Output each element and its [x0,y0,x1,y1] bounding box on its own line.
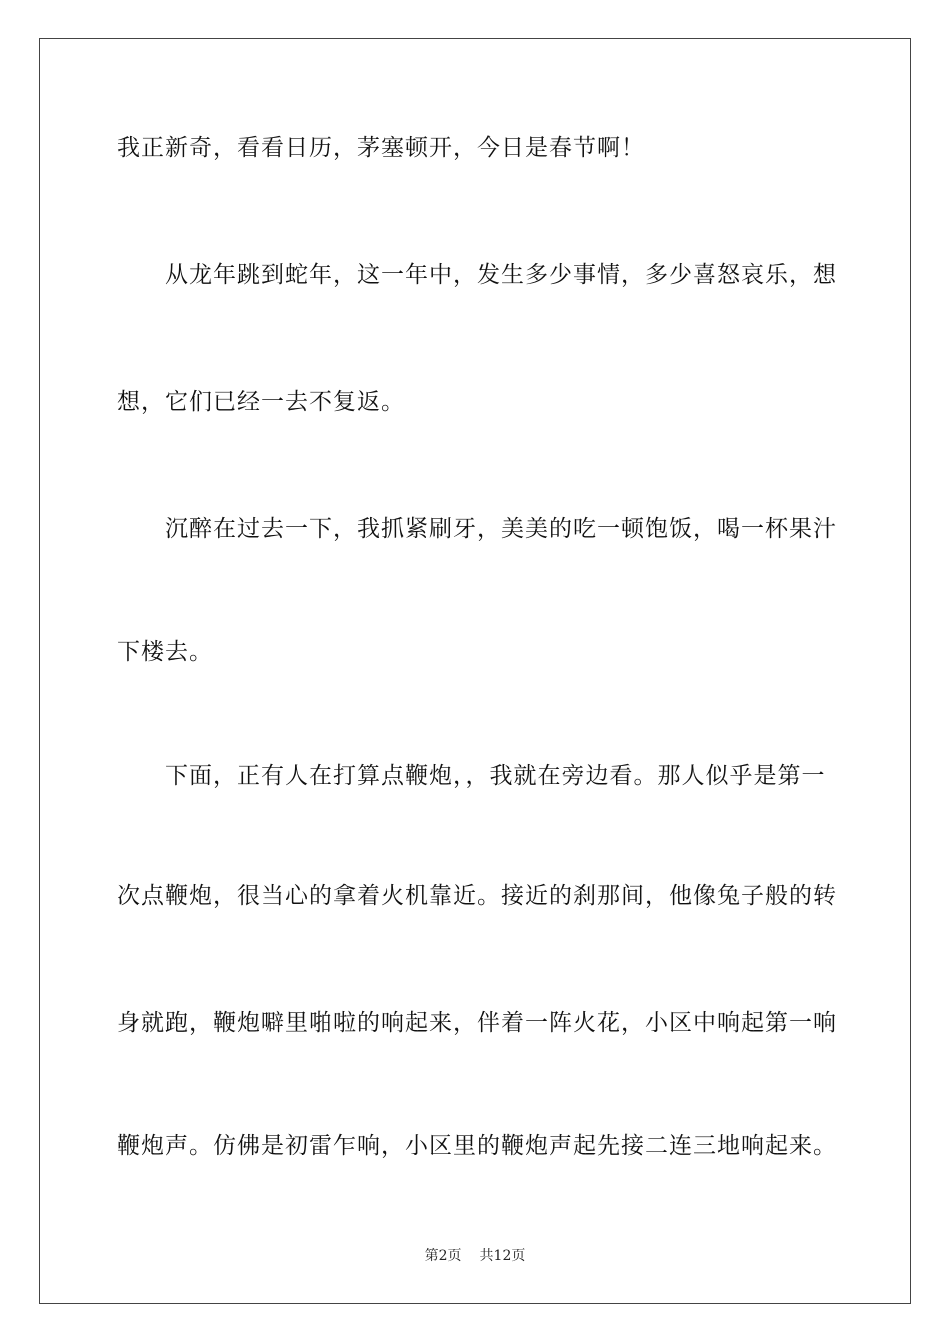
text-line-3: 想，它们已经一去不复返。 [117,389,405,415]
text-line-1: 我正新奇，看看日历，茅塞顿开，今日是春节啊！ [117,135,645,161]
page-number: 第2页 [424,1248,462,1264]
page-footer [0,1246,950,1266]
page-border [39,38,911,1304]
text-line-8: 身就跑，鞭炮噼里啪啦的响起来，伴着一阵火花，小区中响起第一响 [117,1010,837,1036]
text-line-2: 从龙年跳到蛇年，这一年中，发生多少事情，多少喜怒哀乐，想 [165,262,837,288]
page-total: 共12页 [479,1248,526,1264]
text-line-5: 下楼去。 [117,639,213,665]
text-line-4: 沉醉在过去一下，我抓紧刷牙，美美的吃一顿饱饭，喝一杯果汁 [165,516,837,542]
text-line-7: 次点鞭炮，很当心的拿着火机靠近。接近的刹那间，他像兔子般的转 [117,883,837,909]
text-line-9: 鞭炮声。仿佛是初雷乍响，小区里的鞭炮声起先接二连三地响起来。 [117,1133,837,1159]
text-line-6: 下面，正有人在打算点鞭炮，，我就在旁边看。那人似乎是第一 [165,763,826,789]
